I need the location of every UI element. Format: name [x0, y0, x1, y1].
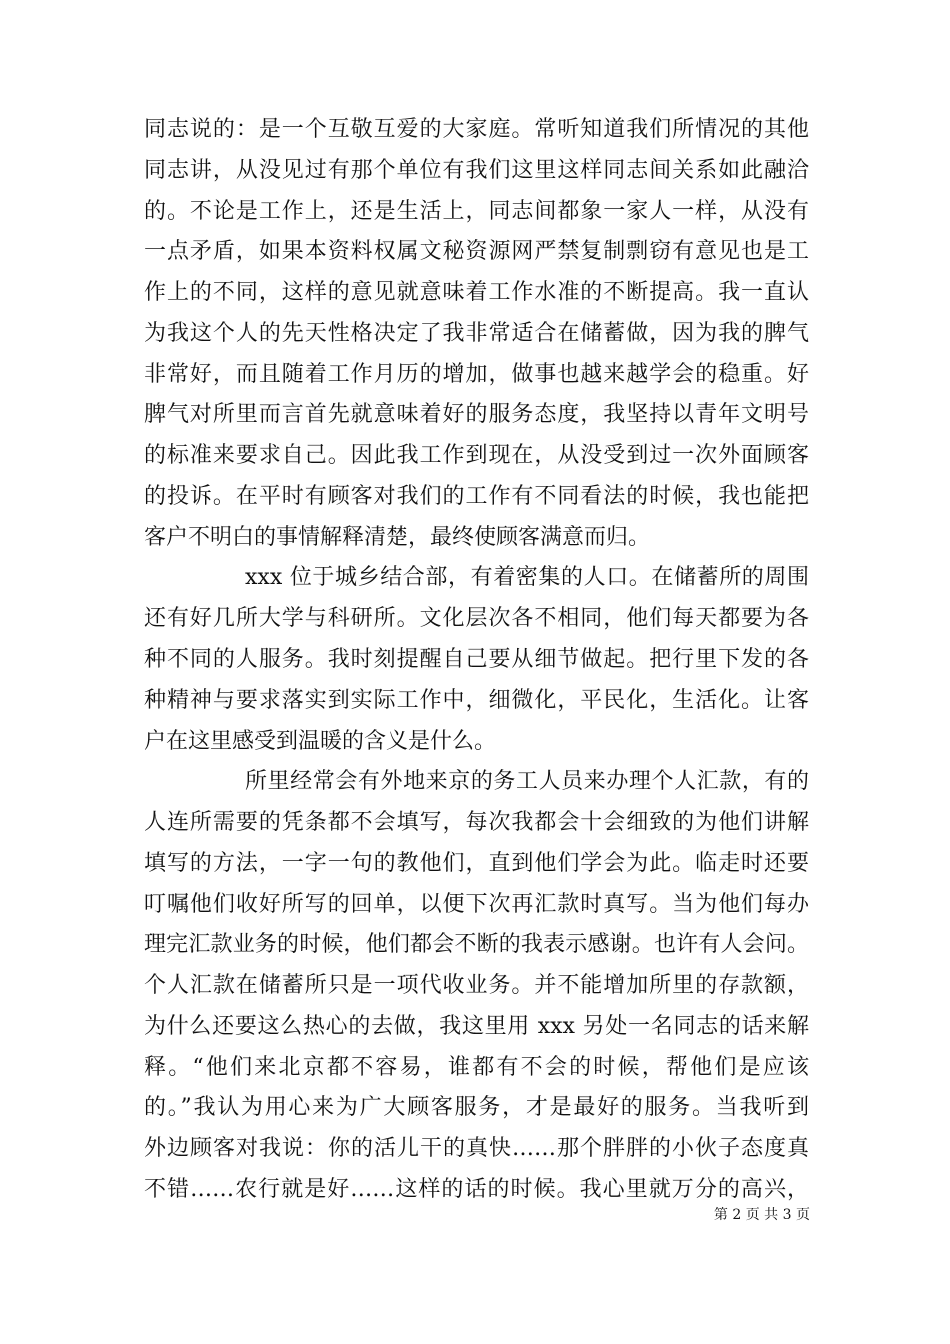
paragraph-line: 种精神与要求落实到实际工作中，细微化，平民化，生活化。让客	[144, 688, 809, 713]
paragraph-line: 理完汇款业务的时候，他们都会不断的我表示感谢。也许有人会问。	[144, 932, 809, 957]
paragraph-line: 客户不明白的事情解释清楚，最终使顾客满意而归。	[144, 525, 651, 550]
paragraph-line: 种不同的人服务。我时刻提醒自己要从细节做起。把行里下发的各	[144, 647, 809, 672]
paragraph-line: xxx 位于城乡结合部，有着密集的人口。在储蓄所的周围	[245, 565, 809, 590]
paragraph-line: 同志讲，从没见过有那个单位有我们这里这样同志间关系如此融洽	[144, 158, 809, 183]
paragraph-line: 还有好几所大学与科研所。文化层次各不相同，他们每天都要为各	[144, 606, 809, 631]
paragraph-line: 作上的不同，这样的意见就意味着工作水准的不断提高。我一直认	[144, 280, 809, 305]
paragraph-line: 外边顾客对我说：你的活儿干的真快……那个胖胖的小伙子态度真	[144, 1136, 809, 1161]
paragraph-line: 填写的方法，一字一句的教他们，直到他们学会为此。临走时还要	[144, 851, 809, 876]
paragraph-line: 户在这里感受到温暖的含义是什么。	[144, 729, 497, 754]
paragraph-line: 为什么还要这么热心的去做，我这里用 xxx 另处一名同志的话来解	[144, 1014, 809, 1039]
paragraph-line: 一点矛盾，如果本资料权属文秘资源网严禁复制剽窃有意见也是工	[144, 239, 809, 264]
paragraph-line: 个人汇款在储蓄所只是一项代收业务。并不能增加所里的存款额，	[144, 973, 809, 998]
paragraph-line: 的标准来要求自己。因此我工作到现在，从没受到过一次外面顾客	[144, 443, 809, 468]
paragraph-line: 叮嘱他们收好所写的回单，以便下次再汇款时真写。当为他们每办	[144, 892, 809, 917]
paragraph-line: 不错……农行就是好……这样的话的时候。我心里就万分的高兴，	[144, 1177, 809, 1202]
paragraph-line: 的投诉。在平时有顾客对我们的工作有不同看法的时候，我也能把	[144, 484, 809, 509]
paragraph-line: 非常好，而且随着工作月历的增加，做事也越来越学会的稳重。好	[144, 362, 809, 387]
paragraph-line: 为我这个人的先天性格决定了我非常适合在储蓄做，因为我的脾气	[144, 321, 809, 346]
paragraph-line: 释。“他们来北京都不容易，谁都有不会的时候，帮他们是应该	[144, 1055, 809, 1080]
paragraph-line: 所里经常会有外地来京的务工人员来办理个人汇款，有的	[245, 769, 809, 794]
paragraph-line: 脾气对所里而言首先就意味着好的服务态度，我坚持以青年文明号	[144, 402, 809, 427]
page-number: 第 2 页 共 3 页	[713, 1207, 810, 1223]
paragraph-line: 人连所需要的凭条都不会填写，每次我都会十会细致的为他们讲解	[144, 810, 809, 835]
paragraph-line: 的。不论是工作上，还是生活上，同志间都象一家人一样，从没有	[144, 199, 809, 224]
paragraph-line: 的。”我认为用心来为广大顾客服务，才是最好的服务。当我听到	[144, 1095, 809, 1120]
paragraph-line: 同志说的：是一个互敬互爱的大家庭。常听知道我们所情况的其他	[144, 117, 809, 142]
